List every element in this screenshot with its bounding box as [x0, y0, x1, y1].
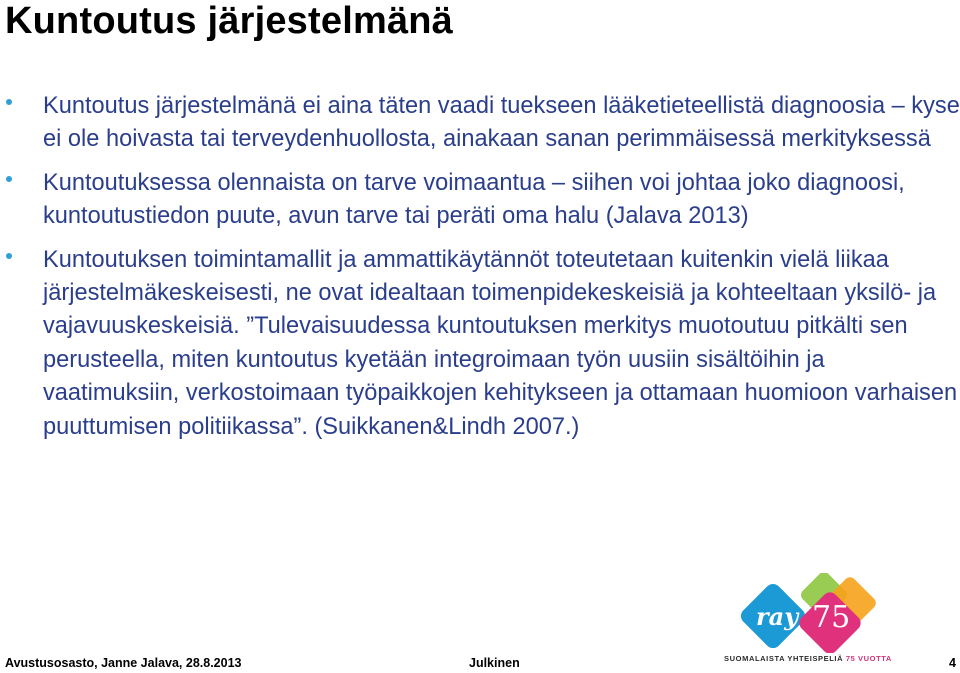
- bullet-item: [0, 167, 960, 234]
- bullet-item: [0, 90, 960, 157]
- bullet-dot-icon: [6, 253, 12, 259]
- ray-75-logo: [724, 573, 892, 653]
- page-number: 4: [949, 656, 956, 670]
- logo-caption-main: SUOMALAISTA YHTEISPELIÄ: [724, 654, 844, 663]
- footer-author-date: Avustusosasto, Janne Jalava, 28.8.2013: [5, 656, 242, 670]
- footer-classification: Julkinen: [469, 656, 520, 670]
- logo-caption: [724, 654, 892, 663]
- bullet-list: [0, 90, 960, 454]
- bullet-text: Kuntoutus järjestelmänä ei aina täten vaadi tuekseen lääketieteellistä diagnoosia – kyse ei ole hoivasta tai terveydenhuollosta, ainakaan sanan perimmäisessä merkityksessä: [43, 93, 960, 153]
- logo-wordmark: ray: [756, 602, 799, 631]
- bullet-text: Kuntoutuksessa olennaista on tarve voimaantua – siihen voi johtaa joko diagnoosi, kuntoutustiedon puute, avun tarve tai peräti oma halu (Jalava 2013): [43, 169, 905, 230]
- bullet-dot-icon: [6, 176, 12, 182]
- logo-caption-accent: 75 VUOTTA: [845, 654, 892, 663]
- bullet-item: [0, 244, 960, 444]
- logo-anniversary: 75: [812, 600, 851, 635]
- bullet-dot-icon: [6, 99, 12, 105]
- slide-title: Kuntoutus järjestelmänä: [5, 0, 454, 42]
- bullet-text: Kuntoutuksen toimintamallit ja ammattikäytännöt toteutetaan kuitenkin vielä liikaa järjestelmäkeskeisesti, ne ovat idealtaan toimenpidekeskeisiä ja kohteeltaan yksilö- ja vajavuuskeskeisiä. ”Tulevaisuudessa kuntoutuksen merkitys muotoutuu pitkälti sen perusteella, miten kuntoutus kyetään integroimaan työn uusiin sisältöihin ja vaatimuksiin, verkostoimaan työpaikkojen kehitykseen ja ottamaan huomioon varhaisen puuttumisen politiikassa”. (Suikkanen&Lindh 2007.): [43, 246, 958, 440]
